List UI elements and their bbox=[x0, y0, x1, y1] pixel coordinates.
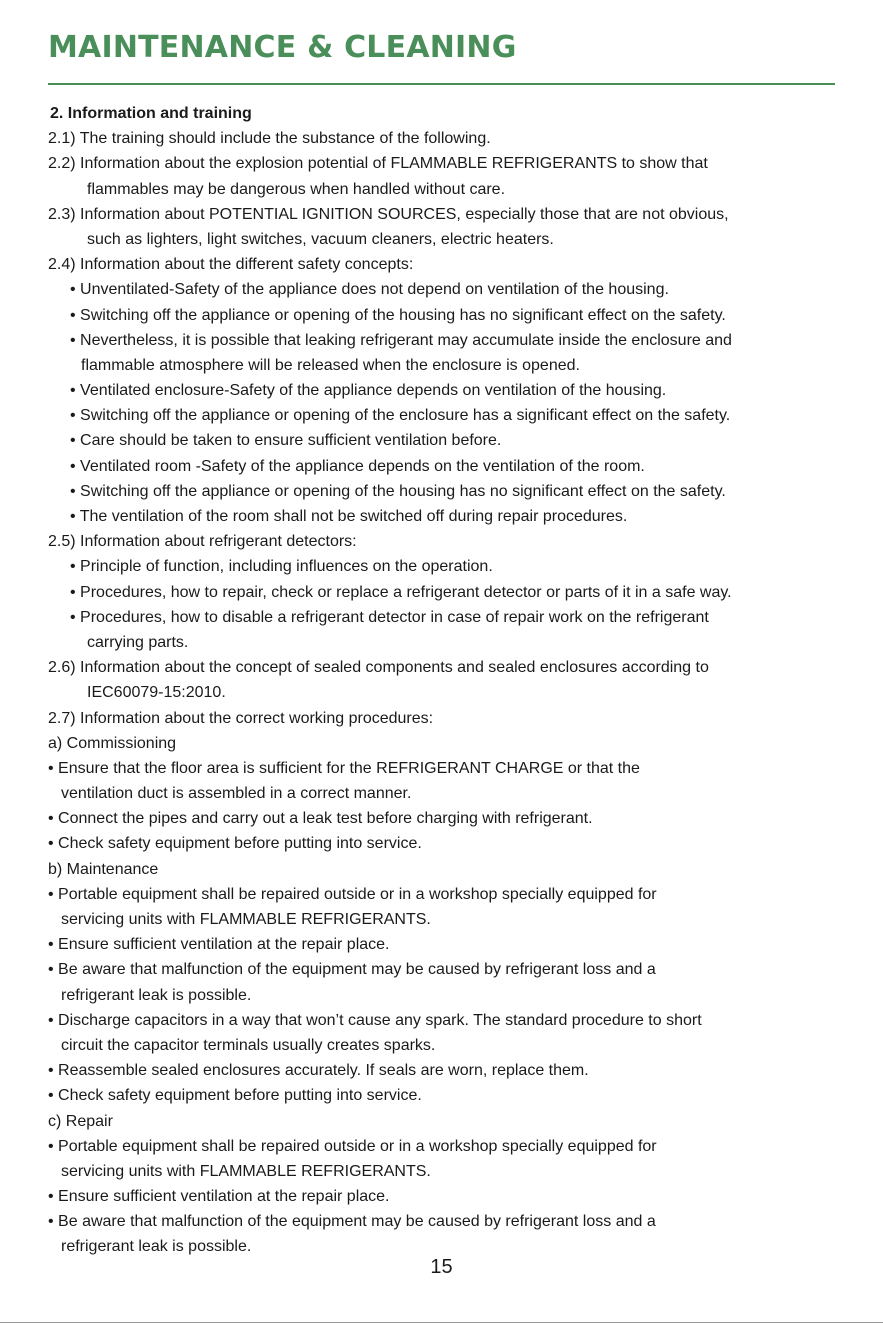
text-line: refrigerant leak is possible. bbox=[61, 1238, 252, 1256]
bullet-line: • Discharge capacitors in a way that won’t cause any spark. The standard procedure to short bbox=[48, 1011, 702, 1029]
bullet-line: • Be aware that malfunction of the equipment may be caused by refrigerant loss and a bbox=[48, 1213, 656, 1231]
text-line: 2.1) The training should include the substance of the following. bbox=[48, 130, 491, 148]
subsection-heading: c) Repair bbox=[48, 1112, 113, 1130]
bullet-line: • Reassemble sealed enclosures accurately. If seals are worn, replace them. bbox=[48, 1062, 589, 1080]
text-line: 2.3) Information about POTENTIAL IGNITION SOURCES, especially those that are not obvious, bbox=[48, 205, 729, 223]
text-line: 2.7) Information about the correct working procedures: bbox=[48, 709, 434, 727]
subsection-heading: a) Commissioning bbox=[48, 734, 177, 752]
bullet-line: • Ventilated enclosure-Safety of the appliance depends on ventilation of the housing. bbox=[70, 382, 667, 400]
bullet-line: • Portable equipment shall be repaired outside or in a workshop specially equipped for bbox=[48, 885, 657, 903]
bullet-line: • Check safety equipment before putting into service. bbox=[48, 1087, 422, 1105]
bullet-line: • Ensure sufficient ventilation at the repair place. bbox=[48, 936, 390, 954]
bullet-line: • Switching off the appliance or opening of the enclosure has a significant effect on the safety. bbox=[70, 407, 731, 425]
bullet-line: • Switching off the appliance or opening of the housing has no significant effect on the safety. bbox=[70, 482, 726, 500]
bullet-line: • Connect the pipes and carry out a leak test before charging with refrigerant. bbox=[48, 810, 593, 828]
section-heading: 2. Information and training bbox=[50, 105, 252, 122]
page-title: MAINTENANCE & CLEANING bbox=[48, 30, 517, 65]
bullet-line: • The ventilation of the room shall not be switched off during repair procedures. bbox=[70, 508, 628, 525]
bullet-line: • Nevertheless, it is possible that leaking refrigerant may accumulate inside the enclosure and bbox=[70, 331, 732, 349]
bullet-line: • Principle of function, including influences on the operation. bbox=[70, 558, 493, 576]
bullet-line: • Unventilated-Safety of the appliance does not depend on ventilation of the housing. bbox=[70, 281, 669, 299]
bullet-line: • Care should be taken to ensure sufficient ventilation before. bbox=[70, 432, 502, 450]
subsection-heading: b) Maintenance bbox=[48, 860, 159, 878]
text-line: carrying parts. bbox=[87, 633, 189, 651]
text-line: flammables may be dangerous when handled without care. bbox=[87, 180, 506, 198]
bullet-line: • Procedures, how to disable a refrigerant detector in case of repair work on the refrigerant bbox=[70, 608, 709, 626]
text-line: refrigerant leak is possible. bbox=[61, 986, 252, 1004]
bullet-line: • Procedures, how to repair, check or replace a refrigerant detector or parts of it in a safe way. bbox=[70, 583, 732, 601]
text-line: 2.6) Information about the concept of sealed components and sealed enclosures according to bbox=[48, 659, 709, 677]
title-divider bbox=[48, 83, 835, 85]
page-number: 15 bbox=[430, 1256, 453, 1278]
bullet-line: • Ensure sufficient ventilation at the repair place. bbox=[48, 1188, 390, 1206]
text-line: IEC60079-15:2010. bbox=[87, 684, 226, 702]
text-line: servicing units with FLAMMABLE REFRIGERANTS. bbox=[61, 1162, 431, 1180]
bullet-line: • Check safety equipment before putting into service. bbox=[48, 835, 422, 853]
page-bottom-edge bbox=[0, 1322, 883, 1323]
bullet-line: • Ensure that the floor area is sufficient for the REFRIGERANT CHARGE or that the bbox=[48, 759, 640, 777]
text-line: circuit the capacitor terminals usually creates sparks. bbox=[61, 1036, 436, 1054]
bullet-line: • Ventilated room -Safety of the appliance depends on the ventilation of the room. bbox=[70, 457, 645, 475]
text-line: servicing units with FLAMMABLE REFRIGERANTS. bbox=[61, 911, 431, 928]
text-line: flammable atmosphere will be released when the enclosure is opened. bbox=[81, 356, 580, 374]
bullet-line: • Be aware that malfunction of the equipment may be caused by refrigerant loss and a bbox=[48, 961, 656, 979]
text-line: 2.5) Information about refrigerant detectors: bbox=[48, 533, 357, 551]
text-line: 2.4) Information about the different safety concepts: bbox=[48, 256, 414, 274]
document-body bbox=[50, 101, 850, 1260]
bullet-line: • Switching off the appliance or opening of the housing has no significant effect on the safety. bbox=[70, 306, 726, 324]
bullet-line: • Portable equipment shall be repaired outside or in a workshop specially equipped for bbox=[48, 1137, 657, 1155]
text-line: 2.2) Information about the explosion potential of FLAMMABLE REFRIGERANTS to show that bbox=[48, 155, 708, 173]
text-line: ventilation duct is assembled in a correct manner. bbox=[61, 785, 412, 803]
text-line: such as lighters, light switches, vacuum cleaners, electric heaters. bbox=[87, 230, 554, 248]
